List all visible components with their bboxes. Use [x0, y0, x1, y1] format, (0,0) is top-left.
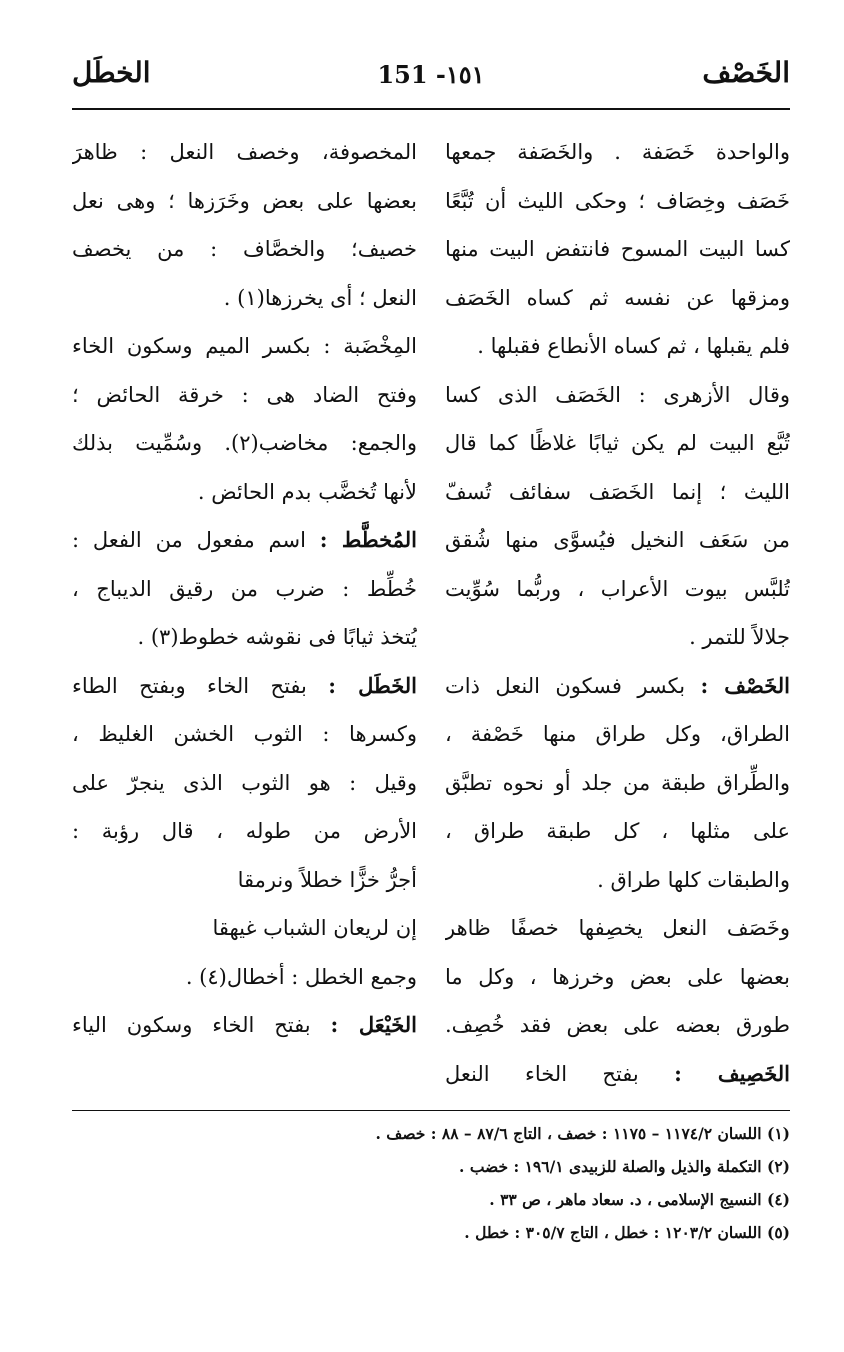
line-text: الأرض من طوله ، قال رؤبة : [72, 819, 417, 843]
line-text: إن لريعان الشباب غيهقا [212, 916, 417, 940]
text-line [72, 565, 417, 614]
text-line [72, 225, 417, 274]
line-text: النعل ؛ أى يخرزها(١) . [223, 285, 417, 310]
text-line [445, 177, 790, 226]
line-text: يُتخذ ثيابًا فى نقوشه خطوط(٣) . [137, 625, 417, 649]
text-line [445, 1050, 790, 1099]
text-line [445, 274, 790, 323]
line-text: بفتح الخاء وبفتح الطاء [72, 673, 329, 698]
text-line [445, 516, 790, 565]
text-line [72, 371, 417, 420]
text-line [72, 662, 417, 711]
text-line [445, 662, 790, 711]
text-line [445, 953, 790, 1002]
text-line [445, 565, 790, 614]
text-line [72, 177, 417, 226]
line-text: لأنها تُخضَّب بدم الحائض . [197, 479, 417, 504]
text-line [72, 274, 417, 323]
line-text: تُبَّع البيت لم يكن ثيابًا غلاظًا كما قال [445, 431, 790, 455]
line-text: وجمع الخطل : أخطال(٤) . [185, 964, 417, 989]
text-line [445, 419, 790, 468]
entry-headword: المُخطَّط : [319, 527, 417, 552]
line-text: فلم يقبلها ، ثم كساه الأنطاع فقبلها . [477, 334, 790, 358]
line-text: خَصَف وخِصَاف ؛ وحكى الليث أن تُبَّعًا [445, 188, 790, 213]
line-text: بكسر فسكون النعل ذات [445, 673, 701, 698]
text-line [72, 1001, 417, 1050]
text-line [445, 856, 790, 905]
line-text: بعضها على بعض وخرزها ، وكل ما [445, 964, 790, 989]
entry-headword: الخَصِيف : [674, 1060, 790, 1086]
text-line [445, 1001, 790, 1050]
line-text: أجرُّ خزًّا خطلاً ونرمقا [237, 867, 417, 892]
text-columns [72, 128, 790, 1090]
entry-headword: الخَصْف : [700, 672, 790, 698]
line-text: الطراق، وكل طراق منها خَصْفة ، [445, 722, 790, 746]
footnotes [72, 1110, 790, 1249]
text-line [445, 322, 790, 371]
text-line [72, 807, 417, 856]
line-text: تُلبَّس بيوت الأعراب ، وربُّما سُوِّيت [445, 576, 790, 601]
text-line [72, 904, 417, 953]
line-text: بعضها على بعض وخَرَزها ؛ وهى نعل [72, 188, 417, 213]
text-line [445, 759, 790, 808]
text-line [445, 371, 790, 420]
line-text: كسا البيت المسوح فانتفض البيت منها [445, 237, 790, 261]
line-text: وخَصَف النعل يخصِفها خصفًا ظاهر [445, 916, 790, 940]
text-line [445, 225, 790, 274]
text-line [72, 468, 417, 517]
line-text: بفتح الخاء وسكون الياء [72, 1013, 331, 1037]
footnote: (٤) النسيج الإسلامى ، د. سعاد ماهر ، ص ٣٣ . [489, 1190, 790, 1209]
text-line [72, 710, 417, 759]
header-left-word: الخطَل [72, 56, 151, 89]
text-line [445, 807, 790, 856]
line-text: والطبقات كلها طراق . [597, 867, 790, 892]
line-text: من سَعَف النخيل فيُسوَّى منها شُقق [445, 528, 790, 552]
page-header [72, 50, 790, 110]
text-line [72, 953, 417, 1002]
line-text: وفتح الضاد هى : خرقة الحائض ؛ [72, 382, 417, 407]
text-line [445, 904, 790, 953]
text-line [72, 516, 417, 565]
page-number: 151 -١٥١ [377, 60, 485, 89]
text-line [72, 856, 417, 905]
footnote: (٢) التكملة والذيل والصلة للزبيدى ١٩٦/١ : خضب . [459, 1157, 790, 1176]
text-line [72, 419, 417, 468]
left-column [72, 128, 417, 1050]
line-text: على مثلها ، كل طبقة طراق ، [445, 819, 790, 843]
line-text: وقال الأزهرى : الخَصَف الذى كسا [445, 382, 790, 407]
entry-headword: الخَيْعَل : [330, 1012, 417, 1037]
line-text: والجمع: مخاضب(٢). وسُمِّيت بذلك [72, 431, 417, 455]
right-column [445, 128, 790, 1098]
text-line [445, 710, 790, 759]
text-line [72, 128, 417, 177]
line-text: طورق بعضه على بعض فقد خُصِف. [445, 1013, 790, 1037]
line-text: المِخْضَبة : بكسر الميم وسكون الخاء [72, 334, 417, 358]
footnote: (٥) اللسان ١٢٠٣/٢ : خطل ، التاج ٣٠٥/٧ : خطل . [464, 1223, 790, 1242]
text-line [445, 468, 790, 517]
line-text: والواحدة خَصَفة . والخَصَفة جمعها [445, 140, 790, 164]
text-line [72, 759, 417, 808]
line-text: الليث ؛ إنما الخَصَف سفائف تُسفّ [445, 479, 790, 504]
line-text: والطِّراق طبقة من جلد أو نحوه تطبَّق [445, 770, 790, 795]
entry-headword: الخَطَل : [328, 672, 417, 698]
text-line [445, 128, 790, 177]
line-text: خصيف؛ والخصَّاف : من يخصف [72, 237, 417, 261]
line-text: وقيل : هو الثوب الذى ينجرّ على [72, 770, 417, 795]
line-text: خُطِّط : ضرب من رقيق الديباج ، [72, 576, 417, 601]
line-text: ومزقها عن نفسه ثم كساه الخَصَف [445, 285, 790, 310]
text-line [72, 322, 417, 371]
line-text: وكسرها : الثوب الخشن الغليظ ، [72, 722, 417, 746]
header-right-word: الخَصْف [702, 56, 790, 89]
line-text: جلالاً للتمر . [689, 625, 790, 649]
line-text: المخصوفة، وخصف النعل : ظاهرَ [72, 140, 417, 164]
footnote: (١) اللسان ١١٧٤/٢ – ١١٧٥ : خصف ، التاج ٨٧/٦ – ٨٨ : خصف . [375, 1124, 790, 1143]
text-line [72, 613, 417, 662]
line-text: بفتح الخاء النعل [445, 1061, 675, 1086]
text-line [445, 613, 790, 662]
line-text: اسم مفعول من الفعل : [72, 528, 320, 552]
